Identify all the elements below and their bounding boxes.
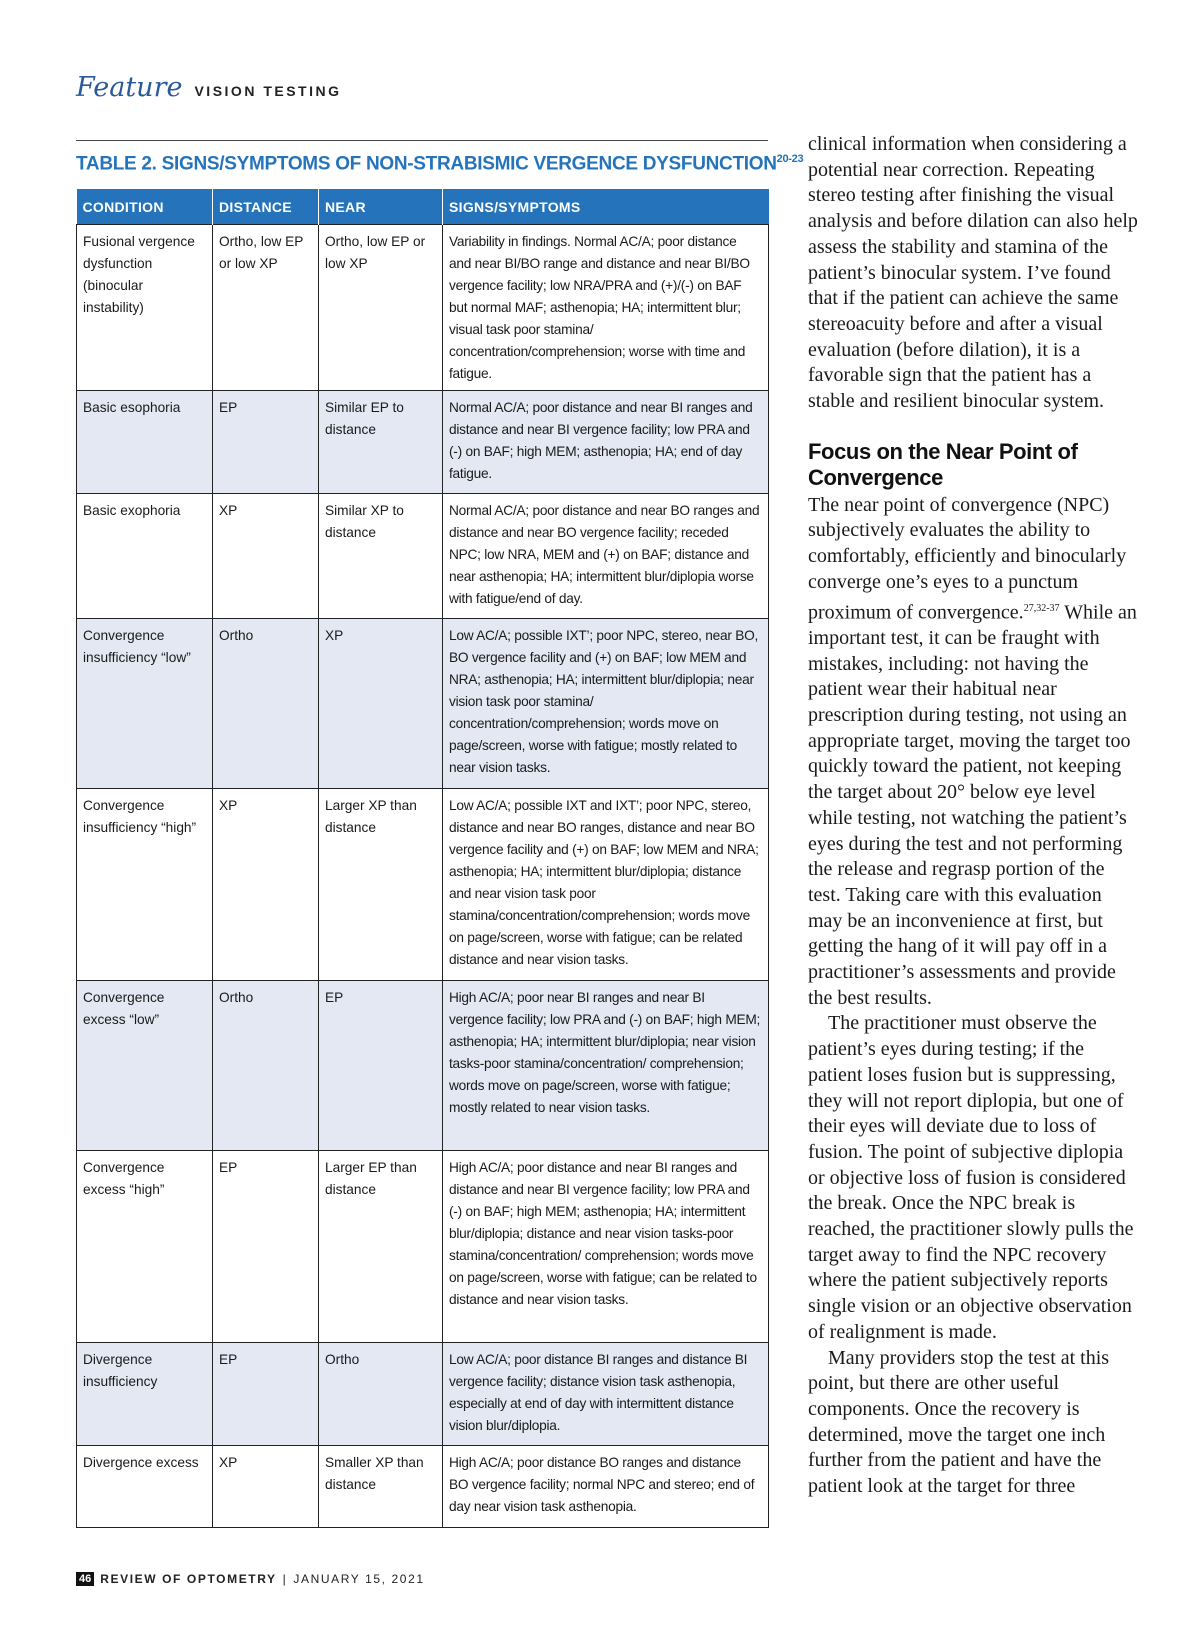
table-row xyxy=(77,619,769,789)
cell-signs: Variability in findings. Normal AC/A; poor distance and near BI/BO range and distance and near BI/BO vergence facility; low NRA/PRA and (+)/(-) on BAF but normal MAF; asthenopia; HA; intermittent blur; visual task poor stamina/ concentration/comprehension; worse with time and fatigue. xyxy=(443,225,769,391)
section-heading: Focus on the Near Point of Convergence xyxy=(808,438,1078,490)
cell-condition: Divergence excess xyxy=(77,1446,213,1528)
cell-condition: Convergence excess “low” xyxy=(77,981,213,1151)
cell-near: Ortho xyxy=(319,1343,443,1446)
cell-signs: Normal AC/A; poor distance and near BI ranges and distance and near BI vergence facility; low PRA and (-) on BAF; high MEM; asthenopia; HA; end of day fatigue. xyxy=(443,391,769,494)
page-footer xyxy=(76,1572,425,1586)
cell-condition: Divergence insufficiency xyxy=(77,1343,213,1446)
cell-condition: Convergence insufficiency “low” xyxy=(77,619,213,789)
cell-distance: Ortho, low EP or low XP xyxy=(213,225,319,391)
article-paragraph: Many providers stop the test at this point, but there are other useful components. Once the recovery is determined, move the target one inch further from the patient and have the patient look at the target for three xyxy=(808,1346,1110,1498)
cell-near: Similar EP to distance xyxy=(319,391,443,494)
table-row xyxy=(77,981,769,1151)
table-header-row xyxy=(77,189,769,225)
cell-distance: EP xyxy=(213,391,319,494)
citation-ref: 27,32-37 xyxy=(1023,602,1060,614)
cell-signs: Low AC/A; poor distance BI ranges and distance BI vergence facility; distance vision task asthenopia, especially at end of day with intermittent distance vision blur/diplopia. xyxy=(443,1343,769,1446)
cell-condition: Basic exophoria xyxy=(77,494,213,619)
cell-signs: Low AC/A; possible IXT and IXT’; poor NPC, stereo, distance and near BO ranges, distance and near BO vergence facility and (+) on BAF; low MEM and NRA; asthenopia; HA; intermittent blur/diplopia; distance and near vision task poor stamina/concentration/comprehension; words move on page/screen, worse with fatigue; can be related distance and near vision tasks. xyxy=(443,789,769,981)
feature-label: Feature xyxy=(76,72,183,103)
cell-distance: XP xyxy=(213,789,319,981)
cell-signs: High AC/A; poor distance BO ranges and distance BO vergence facility; normal NPC and stereo; end of day near vision task asthenopia. xyxy=(443,1446,769,1528)
table-row xyxy=(77,225,769,391)
article-paragraph: The near point of convergence (NPC) subjectively evaluates the ability to comfortably, efficiently and binocularly converge one’s eyes to a punctum proximum of convergence.$^{27,32-37}$ While an important test, it can be fraught with mistakes, including: not having the patient wear their habitual near prescription during testing, not using an appropriate target, moving the target too quickly toward the patient, not keeping the target about 20° below eye level while testing, not watching the patient’s eyes during the test and not performing the release and regrasp portion of the test. Taking care with this evaluation may be an inconvenience at first, but getting the hang of it will pay off in a practitioner’s assessments and provide the best results. xyxy=(808,493,1137,1009)
table-row xyxy=(77,1343,769,1446)
cell-distance: EP xyxy=(213,1343,319,1446)
table-row xyxy=(77,494,769,619)
cell-distance: Ortho xyxy=(213,619,319,789)
page-header xyxy=(76,72,341,112)
table-row xyxy=(77,789,769,981)
table-container xyxy=(76,140,804,1528)
cell-distance: XP xyxy=(213,494,319,619)
article-paragraph: The practitioner must observe the patient’s eyes during testing; if the patient loses fusion but is suppressing, they will not report diplopia, but one of their eyes will deviate due to loss of fusion. The point of subjective diplopia or objective loss of fusion is considered the break. Once the NPC break is reached, the practitioner slowly pulls the target away to find the NPC recovery where the patient subjectively reports single vision or an objective observation of realignment is made. xyxy=(808,1012,1134,1343)
cell-near: EP xyxy=(319,981,443,1151)
table-row xyxy=(77,391,769,494)
column-header-distance: DISTANCE xyxy=(213,189,319,225)
table-title: TABLE 2. SIGNS/SYMPTOMS OF NON-STRABISMIC VERGENCE DYSFUNCTION$^{20-23}$ xyxy=(76,153,804,175)
cell-signs: High AC/A; poor near BI ranges and near BI vergence facility; low PRA and (-) on BAF; high MEM; asthenopia; HA; intermittent blur/diplopia; near vision tasks-poor stamina/concentration/ comprehension; words move on page/screen, worse with fatigue; mostly related to near vision tasks. xyxy=(443,981,769,1151)
cell-condition: Convergence excess “high” xyxy=(77,1151,213,1343)
signs-symptoms-table xyxy=(76,189,769,1528)
footer-divider: | xyxy=(282,1572,288,1586)
magazine-name: REVIEW OF OPTOMETRY xyxy=(100,1572,277,1586)
issue-date: JANUARY 15, 2021 xyxy=(293,1572,425,1586)
cell-condition: Basic esophoria xyxy=(77,391,213,494)
cell-condition: Convergence insufficiency “high” xyxy=(77,789,213,981)
column-header-near: NEAR xyxy=(319,189,443,225)
article-paragraph: clinical information when considering a potential near correction. Repeating stereo testing after finishing the visual analysis and before dilation can also help assess the stability and stamina of the patient’s binocular system. I’ve found that if the patient can achieve the same stereoacuity before and after a visual evaluation (before dilation), it is a favorable sign that the patient has a stable and resilient binocular system. xyxy=(808,133,1138,413)
table-row xyxy=(77,1151,769,1343)
table-row xyxy=(77,1446,769,1528)
cell-distance: XP xyxy=(213,1446,319,1528)
column-header-condition: CONDITION xyxy=(77,189,213,225)
cell-near: Smaller XP than distance xyxy=(319,1446,443,1528)
table-top-rule xyxy=(76,140,768,141)
cell-near: Larger EP than distance xyxy=(319,1151,443,1343)
table-title-ref: 20-23 xyxy=(776,153,804,165)
article-column xyxy=(808,132,1138,1500)
page-number: 46 xyxy=(76,1572,94,1586)
cell-distance: EP xyxy=(213,1151,319,1343)
cell-near: XP xyxy=(319,619,443,789)
column-header-signs: SIGNS/SYMPTOMS xyxy=(443,189,769,225)
section-label: VISION TESTING xyxy=(194,83,342,99)
cell-near: Ortho, low EP or low XP xyxy=(319,225,443,391)
cell-condition: Fusional vergence dysfunction (binocular instability) xyxy=(77,225,213,391)
cell-distance: Ortho xyxy=(213,981,319,1151)
cell-signs: High AC/A; poor distance and near BI ranges and distance and near BI vergence facility; low PRA and (-) on BAF; high MEM; asthenopia; HA; intermittent blur/diplopia; distance and near vision tasks-poor stamina/concentration/ comprehension; words move on page/screen, worse with fatigue; can be related to distance and near vision tasks. xyxy=(443,1151,769,1343)
cell-signs: Normal AC/A; poor distance and near BO ranges and distance and near BO vergence facility; receded NPC; low NRA, MEM and (+) on BAF; distance and near asthenopia; HA; intermittent blur/diplopia worse with fatigue/end of day. xyxy=(443,494,769,619)
cell-near: Larger XP than distance xyxy=(319,789,443,981)
cell-signs: Low AC/A; possible IXT’; poor NPC, stereo, near BO, BO vergence facility and (+) on BAF; low MEM and NRA; asthenopia; HA; intermittent blur/diplopia; near vision task poor stamina/ concentration/comprehension; words move on page/screen, worse with fatigue; mostly related to near vision tasks. xyxy=(443,619,769,789)
cell-near: Similar XP to distance xyxy=(319,494,443,619)
